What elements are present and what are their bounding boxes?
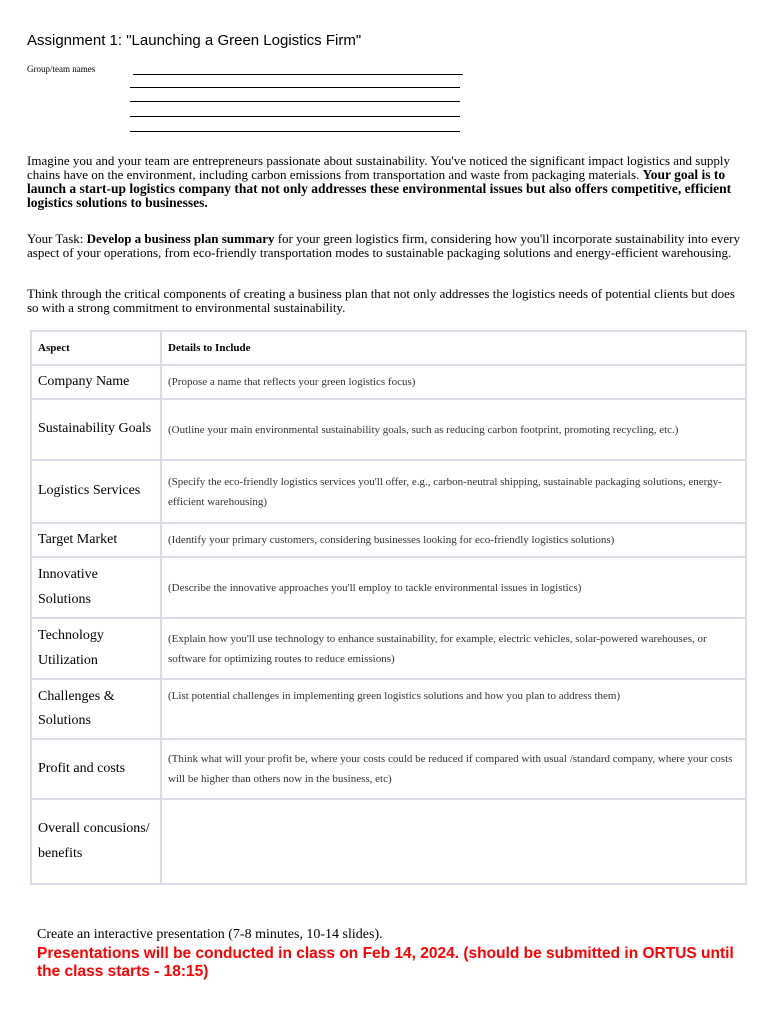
aspect-cell: Logistics Services (31, 460, 161, 523)
detail-cell[interactable]: (Explain how you'll use technology to enhance sustainability, for example, electric vehicles, solar-powered warehouses, or software for optimizing routes to reduce emissions) (161, 618, 746, 679)
detail-cell[interactable]: (Identify your primary customers, considering businesses looking for eco-friendly logistics solutions) (161, 523, 746, 557)
detail-cell[interactable]: (Think what will your profit be, where your costs could be reduced if compared with usual /standard company, where your costs will be higher than others now in the business, etc) (161, 739, 746, 799)
aspect-cell: Sustainability Goals (31, 399, 161, 460)
name-line-5 (130, 131, 460, 132)
aspect-cell: Overall concusions/ benefits (31, 799, 161, 884)
detail-cell[interactable] (161, 799, 746, 884)
aspect-cell: Company Name (31, 365, 161, 399)
name-line-4 (130, 116, 460, 117)
aspect-cell: Innovative Solutions (31, 557, 161, 618)
table-row (31, 799, 746, 884)
group-names-label: Group/team names (27, 64, 96, 74)
table-row (31, 365, 746, 399)
table-row (31, 460, 746, 523)
table-row (31, 557, 746, 618)
table-header-row (31, 331, 746, 365)
table-row (31, 399, 746, 460)
detail-cell[interactable]: (Specify the eco-friendly logistics services you'll offer, e.g., carbon-neutral shipping, sustainable packaging solutions, energy-efficient warehousing) (161, 460, 746, 523)
think-paragraph: Think through the critical components of creating a business plan that not only addresses the logistics needs of potential clients but does so with a strong commitment to environmental sustainability. (27, 286, 735, 315)
aspect-cell: Challenges & Solutions (31, 679, 161, 739)
business-plan-table (30, 330, 747, 885)
deadline-notice: Presentations will be conducted in class on Feb 14, 2024. (should be submitted in ORTUS until the class starts - 18:15) (37, 945, 734, 980)
detail-cell[interactable]: (Outline your main environmental sustainability goals, such as reducing carbon footprint, promoting recycling, etc.) (161, 399, 746, 460)
table-row (31, 523, 746, 557)
presentation-instructions: Create an interactive presentation (7-8 minutes, 10-14 slides). (37, 927, 383, 942)
table-row (31, 618, 746, 679)
intro-paragraph (27, 154, 742, 210)
task-prefix: Your Task: (27, 231, 87, 246)
aspect-cell: Profit and costs (31, 739, 161, 799)
detail-cell[interactable]: (List potential challenges in implementing green logistics solutions and how you plan to address them) (161, 679, 746, 739)
intro-goal: Your goal is to launch a start-up logistics company that not only addresses these environmental issues but also offers competitive, efficient logistics solutions to businesses. (27, 167, 732, 210)
detail-cell[interactable]: (Propose a name that reflects your green logistics focus) (161, 365, 746, 399)
table-row (31, 679, 746, 739)
table-row (31, 739, 746, 799)
task-rest: for your green logistics firm, considering how you'll incorporate sustainability into every aspect of your operations, from eco-friendly transportation modes to sustainable packaging solutions and energy-efficient warehousing. (27, 231, 741, 260)
header-details: Details to Include (161, 331, 746, 365)
name-line-2 (130, 87, 460, 88)
intro-text: Imagine you and your team are entrepreneurs passionate about sustainability. You've noticed the significant impact logistics and supply chains have on the environment, including carbon emissions from transportation and waste from packaging materials. (27, 153, 730, 182)
document-title: Assignment 1: "Launching a Green Logistics Firm" (27, 32, 362, 49)
aspect-cell: Target Market (31, 523, 161, 557)
task-paragraph (27, 232, 742, 259)
task-bold: Develop a business plan summary (86, 231, 275, 246)
detail-cell[interactable]: (Describe the innovative approaches you'll employ to tackle environmental issues in logistics) (161, 557, 746, 618)
name-line-1 (133, 74, 463, 75)
aspect-cell: Technology Utilization (31, 618, 161, 679)
name-line-3 (130, 101, 460, 102)
header-aspect: Aspect (31, 331, 161, 365)
